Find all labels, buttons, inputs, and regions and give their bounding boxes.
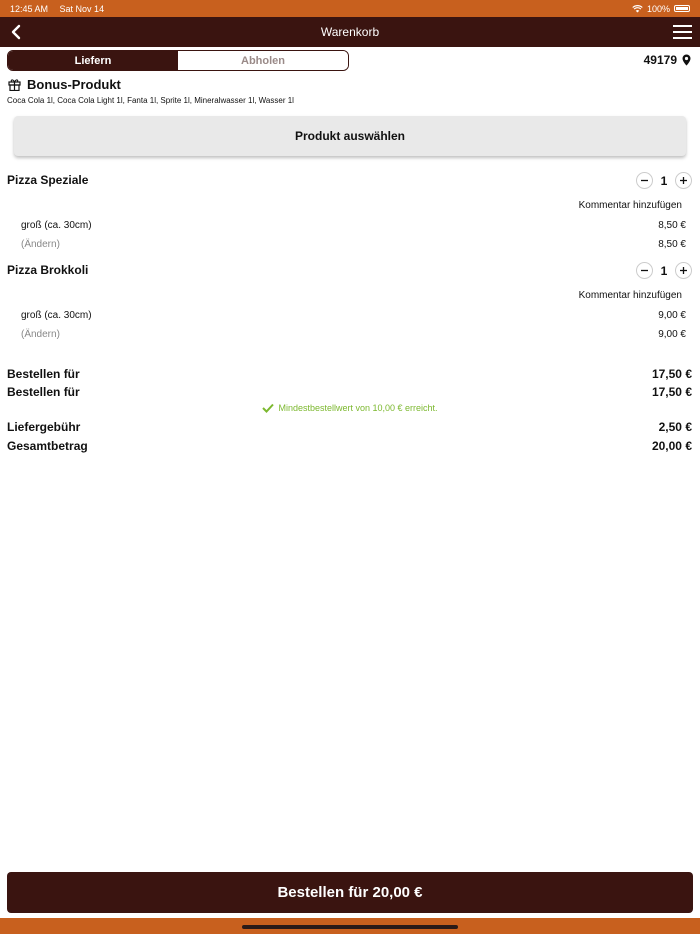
- grand-total-row: [7, 439, 692, 453]
- min-order-note: [0, 403, 700, 413]
- postal-code-value: 49179: [643, 53, 677, 67]
- decrement-button[interactable]: [636, 172, 653, 189]
- tab-abholen[interactable]: Abholen: [178, 51, 348, 70]
- item-change-row: [21, 239, 686, 250]
- page-title: Warenkorb: [320, 25, 380, 39]
- delivery-fee-value: 2,50 €: [658, 420, 692, 434]
- delivery-fee-row: [7, 420, 692, 434]
- subtotal-label: Bestellen für: [7, 385, 80, 399]
- increment-button[interactable]: [675, 172, 692, 189]
- location-pin-icon: [682, 54, 691, 66]
- minus-icon: [640, 266, 649, 275]
- battery-icon: [674, 5, 690, 12]
- change-item-link[interactable]: (Ändern): [21, 329, 60, 340]
- status-time: 12:45 AM: [10, 3, 49, 14]
- checkmark-icon: [262, 403, 274, 413]
- delivery-fee-label: Liefergebühr: [7, 420, 81, 434]
- home-indicator[interactable]: [242, 925, 458, 929]
- subtotal-row: [7, 385, 692, 399]
- quantity-value: 1: [660, 173, 668, 188]
- bonus-description: Coca Cola 1l, Coca Cola Light 1l, Fanta 1l, Sprite 1l, Mineralwasser 1l, Wasser 1l: [7, 96, 294, 105]
- subtotal-value: 17,50 €: [651, 385, 692, 399]
- subtotal-label: Bestellen für: [7, 367, 80, 381]
- increment-button[interactable]: [675, 262, 692, 279]
- wifi-icon: [632, 5, 643, 13]
- hamburger-icon-line: [673, 25, 692, 27]
- quantity-stepper: [636, 172, 692, 189]
- bonus-heading: [8, 77, 121, 92]
- quantity-value: 1: [660, 263, 668, 278]
- item-size-price: 8,50 €: [658, 220, 686, 231]
- item-total-price: 8,50 €: [658, 239, 686, 250]
- delivery-mode-toggle: [7, 50, 349, 71]
- postal-code[interactable]: [644, 53, 691, 67]
- cart-item-name: Pizza Speziale: [7, 173, 89, 187]
- change-item-link[interactable]: (Ändern): [21, 239, 60, 250]
- minus-icon: [640, 176, 649, 185]
- quantity-stepper: [636, 262, 692, 279]
- status-date: Sat Nov 14: [59, 3, 105, 14]
- hamburger-icon-line: [673, 37, 692, 39]
- item-size-price: 9,00 €: [658, 310, 686, 321]
- status-right: [632, 4, 690, 14]
- subtotal-value: 17,50 €: [651, 367, 692, 381]
- item-size-label: groß (ca. 30cm): [21, 310, 92, 321]
- plus-icon: [679, 176, 688, 185]
- add-comment-link[interactable]: Kommentar hinzufügen: [578, 290, 682, 301]
- status-left: [10, 4, 113, 14]
- place-order-button[interactable]: Bestellen für 20,00 €: [7, 872, 693, 913]
- tab-liefern[interactable]: Liefern: [8, 51, 178, 70]
- grand-total-label: Gesamtbetrag: [7, 439, 88, 453]
- grand-total-value: 20,00 €: [651, 439, 692, 453]
- add-comment-link[interactable]: Kommentar hinzufügen: [578, 200, 682, 211]
- item-total-price: 9,00 €: [658, 329, 686, 340]
- hamburger-icon-line: [673, 31, 692, 33]
- nav-bar: [0, 17, 700, 47]
- item-change-row: [21, 329, 686, 340]
- status-bar: [0, 0, 700, 17]
- decrement-button[interactable]: [636, 262, 653, 279]
- item-option-row: [21, 220, 686, 231]
- back-button[interactable]: [9, 23, 25, 41]
- item-option-row: [21, 310, 686, 321]
- cart-item-name: Pizza Brokkoli: [7, 263, 89, 277]
- chevron-left-icon: [9, 23, 25, 41]
- bonus-title: Bonus-Produkt: [27, 77, 121, 92]
- gift-icon: [8, 78, 21, 91]
- select-product-button[interactable]: Produkt auswählen: [14, 116, 686, 156]
- menu-button[interactable]: [673, 25, 692, 39]
- plus-icon: [679, 266, 688, 275]
- subtotal-row: [7, 367, 692, 381]
- min-order-text: Mindestbestellwert von 10,00 € erreicht.: [278, 403, 438, 413]
- battery-percent: 100%: [646, 3, 670, 14]
- item-size-label: groß (ca. 30cm): [21, 220, 92, 231]
